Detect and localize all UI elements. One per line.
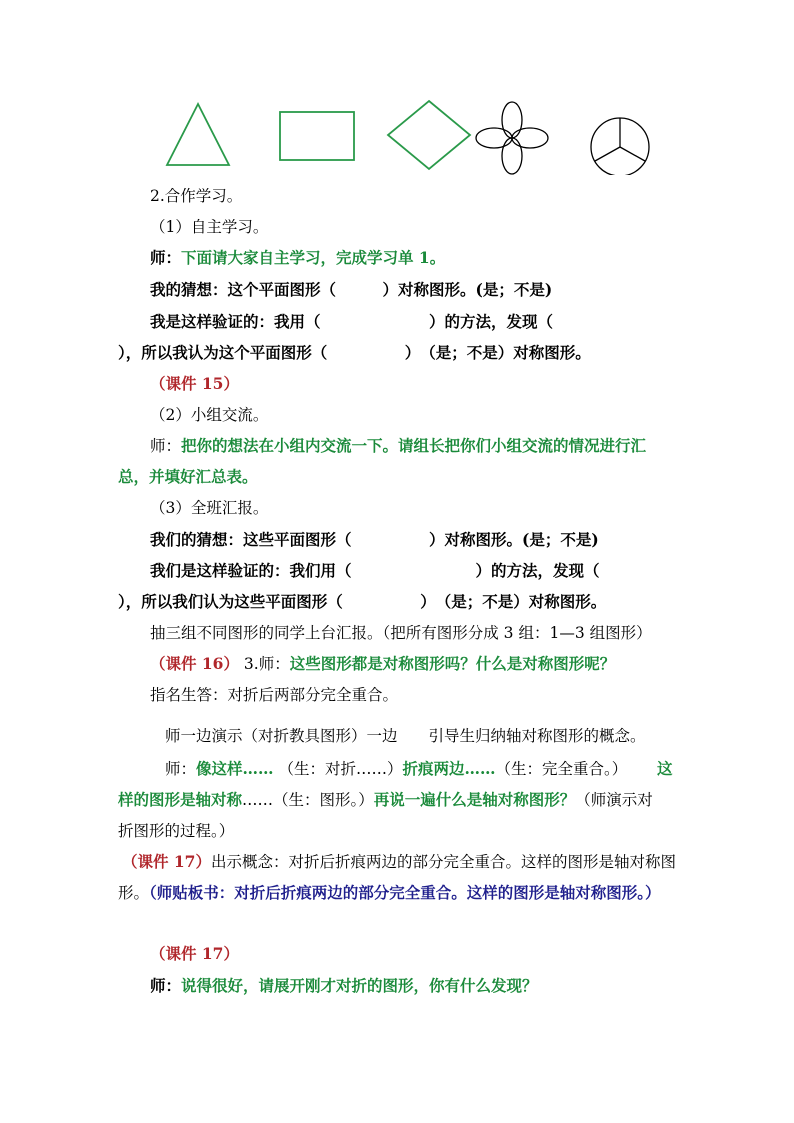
student-reply: ……（生：图形。） <box>242 791 374 809</box>
courseware-ref-17b: （课件 17） <box>150 944 239 963</box>
worksheet-conclusion: ），所以我认为这个平面图形（ ） （是；不是）对称图形。 <box>118 343 591 362</box>
teacher-line-1 <box>150 247 445 269</box>
teacher-prefix: 师： <box>150 437 182 455</box>
report-instruction: 抽三组不同图形的同学上台汇报。（把所有图形分成 3 组：1—3 组图形） <box>150 624 652 642</box>
teacher-prefix: 师： <box>150 248 182 267</box>
student-reply: （生：对折……） <box>278 760 403 778</box>
teacher-speech: 样的图形是轴对称 <box>118 790 243 809</box>
teacher-speech: 把你的想法在小组内交流一下。请组长把你们小组交流的情况进行汇 <box>181 436 647 455</box>
subsection-2: （2）小组交流。 <box>150 406 269 424</box>
rectangle-shape <box>280 112 354 160</box>
concept-text: 出示概念：对折后折痕两边的部分完全重合。这样的图形是轴对称图 <box>210 853 676 871</box>
class-conclusion: ），所以我们认为这些平面图形（ ） （是；不是）对称图形。 <box>118 592 607 611</box>
courseware-ref-16: （课件 16） <box>150 654 239 673</box>
question-prefix: 3.师： <box>243 655 290 673</box>
teacher-speech: 折痕两边…… <box>402 759 496 778</box>
teacher-line-2 <box>150 435 646 457</box>
stage-direction: （师演示对 <box>575 791 653 809</box>
shapes-row <box>0 95 794 175</box>
divided-circle-shape <box>591 118 649 175</box>
concept-line-2 <box>118 882 661 904</box>
class-verify: 我们是这样验证的：我们用（ ）的方法，发现（ <box>150 561 600 580</box>
teacher-speech: 这 <box>657 759 673 778</box>
dialogue-line-2 <box>118 789 653 811</box>
student-answer: 指名生答：对折后两部分完全重合。 <box>150 686 399 704</box>
flower-shape <box>476 102 548 174</box>
dialogue-line-1 <box>165 758 627 780</box>
teacher-prefix: 师： <box>150 976 182 995</box>
demo-instruction: 师一边演示（对折教具图形）一边 引导生归纳轴对称图形的概念。 <box>165 727 646 745</box>
student-reply: （生：完全重合。） <box>495 760 628 778</box>
worksheet-verify: 我是这样验证的：我用（ ）的方法，发现（ <box>150 312 554 331</box>
section-title: 2.合作学习。 <box>150 187 243 205</box>
courseware-ref-15: （课件 15） <box>150 374 239 393</box>
subsection-1: （1）自主学习。 <box>150 218 269 236</box>
courseware-ref-17: （课件 17） <box>122 852 211 871</box>
teacher-speech: 说得很好，请展开刚才对折的图形，你有什么发现？ <box>181 976 538 995</box>
concept-text: 形。 <box>118 884 150 902</box>
rhombus-shape <box>388 101 470 169</box>
class-guess: 我们的猜想：这些平面图形（ ）对称图形。(是；不是) <box>150 530 599 549</box>
subsection-3: （3）全班汇报。 <box>150 499 269 517</box>
teacher-line-2-cont: 总，并填好汇总表。 <box>118 467 258 486</box>
dialogue-line-3: 折图形的过程。） <box>118 822 235 840</box>
question-line <box>150 653 615 675</box>
teacher-speech: 像这样…… <box>196 759 274 778</box>
board-note: （师贴板书：对折后折痕两边的部分完全重合。这样的图形是轴对称图形。） <box>149 883 661 902</box>
worksheet-guess: 我的猜想：这个平面图形（ ）对称图形。(是；不是) <box>150 280 553 299</box>
teacher-speech: 再说一遍什么是轴对称图形？ <box>373 790 576 809</box>
concept-line-1 <box>122 851 676 873</box>
teacher-speech: 下面请大家自主学习，完成学习单 1。 <box>181 248 446 267</box>
teacher-line-final <box>150 975 538 997</box>
teacher-prefix: 师： <box>165 760 197 778</box>
triangle-shape <box>167 104 229 165</box>
question-text: 这些图形都是对称图形吗？什么是对称图形呢？ <box>289 654 616 673</box>
